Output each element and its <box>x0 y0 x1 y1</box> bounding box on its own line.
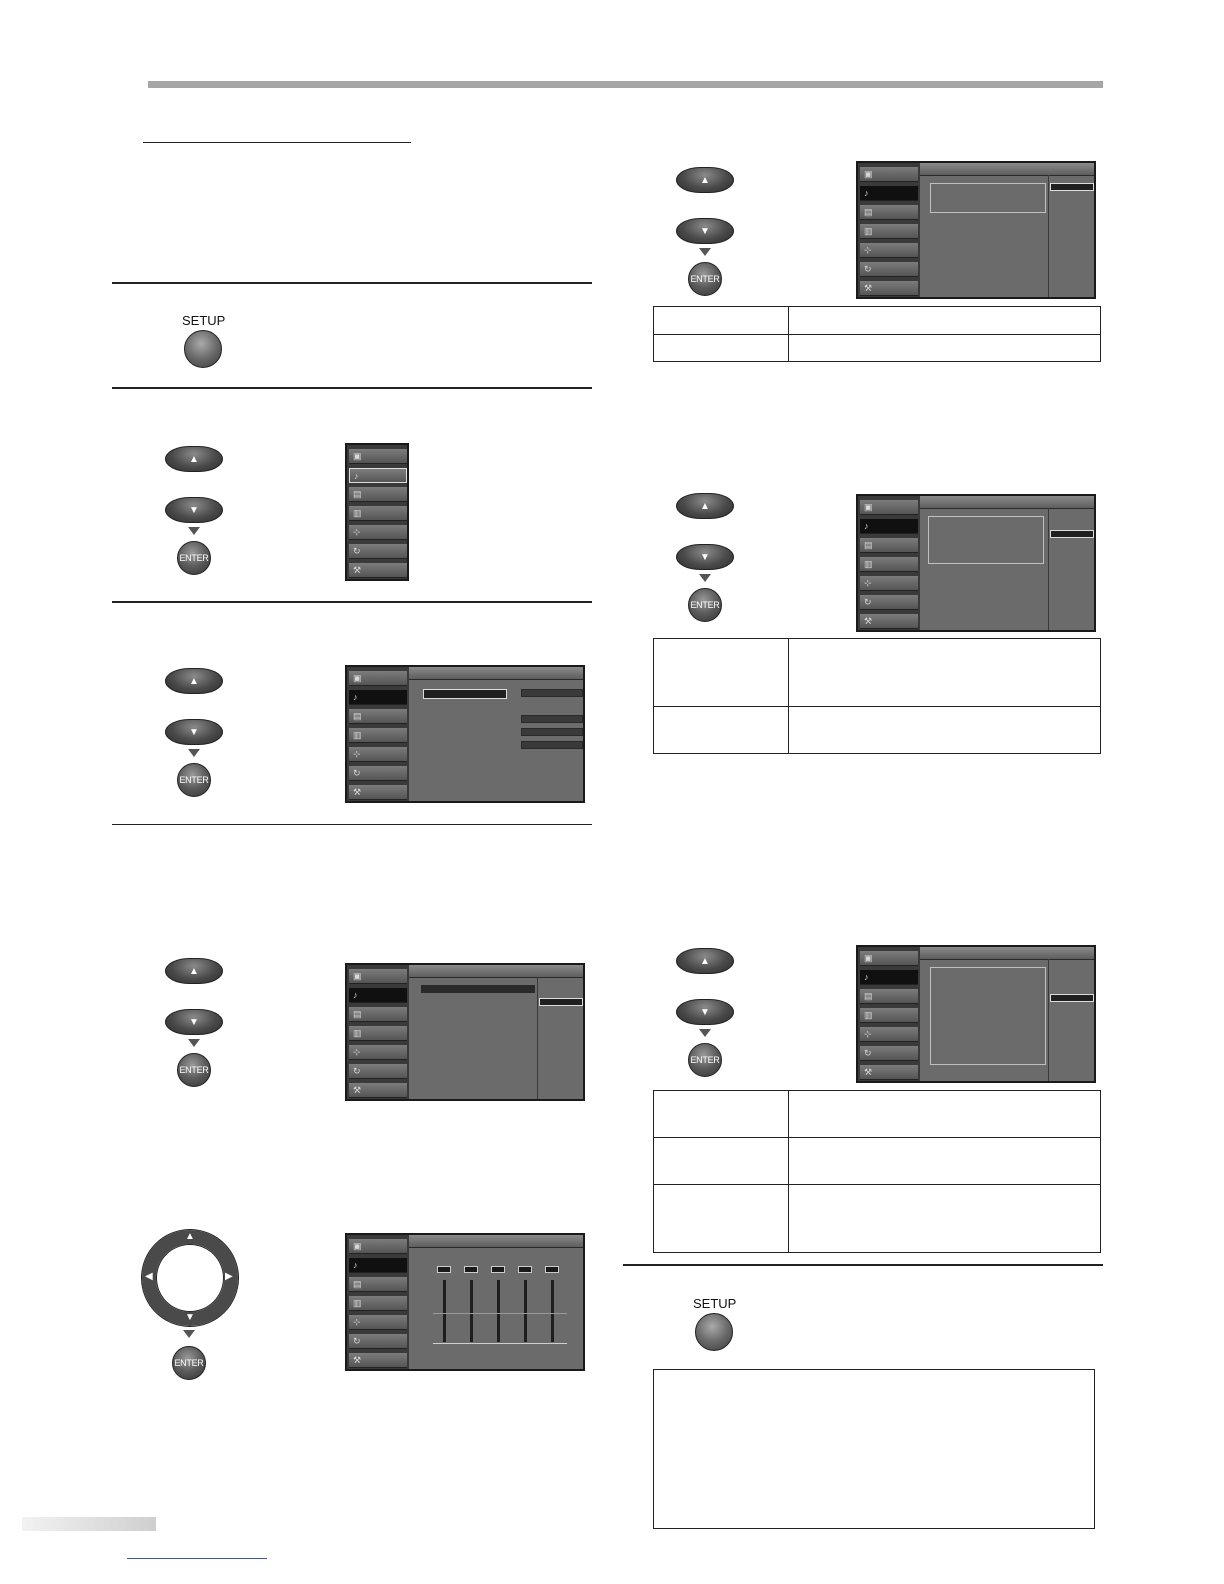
eq-band-knob[interactable] <box>464 1266 478 1273</box>
tab-sound[interactable] <box>349 1258 407 1273</box>
eq-band-knob[interactable] <box>545 1266 559 1273</box>
osd-title-bar <box>409 667 583 680</box>
wrench-icon: ⚒ <box>864 283 873 293</box>
table-cell <box>654 707 789 754</box>
eq-band-slider[interactable] <box>497 1280 500 1342</box>
down-arrow-icon <box>188 1039 200 1047</box>
tab-language[interactable] <box>860 557 918 572</box>
up-button[interactable] <box>676 167 734 193</box>
option-table <box>653 1090 1101 1253</box>
tab-settings[interactable] <box>860 281 918 296</box>
setup-button[interactable] <box>184 330 222 368</box>
folder-icon: ▥ <box>353 508 362 518</box>
picture-icon: ▣ <box>353 971 362 981</box>
tab-sound[interactable] <box>349 468 407 483</box>
step-divider <box>112 387 592 389</box>
enter-button[interactable]: ENTER <box>688 262 722 296</box>
folder-icon: ▥ <box>353 1028 362 1038</box>
document-icon: ▤ <box>353 711 362 721</box>
osd-menu-item[interactable] <box>421 985 535 993</box>
osd-sound-setting-a <box>856 161 1096 299</box>
osd-option[interactable] <box>539 998 583 1006</box>
tab-language[interactable] <box>349 1296 407 1311</box>
eq-band-slider[interactable] <box>443 1280 446 1342</box>
enter-button[interactable]: ENTER <box>177 763 211 797</box>
tab-reset[interactable] <box>349 1334 407 1349</box>
option-table <box>653 638 1101 754</box>
wrench-icon: ⚒ <box>864 616 873 626</box>
table-cell <box>654 1091 789 1138</box>
eq-band-slider[interactable] <box>470 1280 473 1342</box>
table-cell <box>789 1091 1101 1138</box>
tab-channel[interactable] <box>860 1027 918 1042</box>
osd-menu-item[interactable] <box>423 689 507 699</box>
up-button[interactable] <box>165 958 223 984</box>
reset-icon: ↻ <box>864 264 872 274</box>
picture-icon: ▣ <box>864 169 873 179</box>
osd-sound-setting-c <box>856 945 1096 1083</box>
osd-equalizer-mode-menu <box>345 963 585 1101</box>
folder-icon: ▥ <box>864 1010 873 1020</box>
tab-language[interactable] <box>860 224 918 239</box>
osd-sound-menu <box>345 665 585 803</box>
up-arrow-icon: ▲ <box>700 955 710 967</box>
down-arrow-icon <box>188 527 200 535</box>
down-button[interactable] <box>165 497 223 523</box>
left-arrow-icon[interactable]: ◀ <box>145 1271 153 1282</box>
down-arrow-icon <box>188 749 200 757</box>
up-arrow-icon: ▲ <box>700 500 710 512</box>
eq-band-slider[interactable] <box>551 1280 554 1342</box>
down-button[interactable] <box>676 999 734 1025</box>
osd-value <box>521 728 583 736</box>
tab-features[interactable] <box>349 487 407 502</box>
up-button[interactable] <box>165 668 223 694</box>
wrench-icon: ⚒ <box>864 1067 873 1077</box>
tab-picture[interactable] <box>860 500 918 515</box>
tab-reset[interactable] <box>860 262 918 277</box>
antenna-icon: ⊹ <box>353 1317 361 1327</box>
down-button[interactable] <box>165 1009 223 1035</box>
setup-button[interactable] <box>695 1313 733 1351</box>
table-cell <box>789 307 1101 335</box>
down-arrow-icon[interactable]: ▼ <box>185 1312 195 1323</box>
folder-icon: ▥ <box>353 1298 362 1308</box>
tab-settings[interactable] <box>349 785 407 800</box>
picture-icon: ▣ <box>353 451 362 461</box>
reset-icon: ↻ <box>864 1048 872 1058</box>
osd-option[interactable] <box>1050 530 1094 538</box>
osd-title-bar <box>920 496 1094 509</box>
table-cell <box>654 1138 789 1185</box>
music-note-icon: ♪ <box>353 1260 358 1270</box>
antenna-icon: ⊹ <box>864 245 872 255</box>
document-icon: ▤ <box>353 489 362 499</box>
music-note-icon: ♪ <box>864 521 869 531</box>
picture-icon: ▣ <box>864 502 873 512</box>
table-cell <box>789 639 1101 707</box>
antenna-icon: ⊹ <box>353 1047 361 1057</box>
document-icon: ▤ <box>864 207 873 217</box>
tab-picture[interactable] <box>349 1239 407 1254</box>
table-cell <box>789 1138 1101 1185</box>
folder-icon: ▥ <box>864 559 873 569</box>
tab-language[interactable] <box>860 1008 918 1023</box>
enter-button[interactable]: ENTER <box>688 1043 722 1077</box>
document-icon: ▤ <box>864 540 873 550</box>
tab-features[interactable] <box>349 1277 407 1292</box>
osd-equalizer <box>345 1233 585 1371</box>
picture-icon: ▣ <box>864 953 873 963</box>
document-icon: ▤ <box>864 991 873 1001</box>
eq-band-knob[interactable] <box>518 1266 532 1273</box>
tab-picture[interactable] <box>860 951 918 966</box>
down-arrow-icon: ▼ <box>700 1006 710 1018</box>
down-arrow-icon: ▼ <box>189 504 199 516</box>
eq-band-knob[interactable] <box>491 1266 505 1273</box>
down-arrow-icon <box>183 1330 195 1338</box>
tab-reset[interactable] <box>349 1064 407 1079</box>
table-cell <box>654 335 789 362</box>
down-arrow-icon <box>699 248 711 256</box>
music-note-icon: ♪ <box>353 692 358 702</box>
table-cell <box>789 707 1101 754</box>
folder-icon: ▥ <box>864 226 873 236</box>
music-note-icon: ♪ <box>353 990 358 1000</box>
tab-channel[interactable] <box>349 1045 407 1060</box>
down-button[interactable] <box>676 544 734 570</box>
table-cell <box>654 1185 789 1253</box>
music-note-icon: ♪ <box>354 471 359 481</box>
up-button[interactable] <box>165 446 223 472</box>
picture-icon: ▣ <box>353 673 362 683</box>
osd-title-bar <box>920 947 1094 960</box>
music-note-icon: ♪ <box>864 972 869 982</box>
reset-icon: ↻ <box>353 1066 361 1076</box>
tab-reset[interactable] <box>860 1046 918 1061</box>
music-note-icon: ♪ <box>864 188 869 198</box>
up-button[interactable] <box>676 493 734 519</box>
step-divider <box>623 1264 1103 1266</box>
tab-sound[interactable] <box>860 186 918 201</box>
tab-channel[interactable] <box>860 576 918 591</box>
down-arrow-icon: ▼ <box>700 551 710 563</box>
osd-title-bar <box>920 163 1094 176</box>
tab-channel[interactable] <box>860 243 918 258</box>
osd-description-box <box>930 967 1046 1065</box>
document-icon: ▤ <box>353 1009 362 1019</box>
tab-language[interactable] <box>349 728 407 743</box>
right-arrow-icon[interactable]: ▶ <box>225 1271 233 1282</box>
up-arrow-icon: ▲ <box>189 453 199 465</box>
enter-button[interactable]: ENTER <box>177 1053 211 1087</box>
tab-sound[interactable] <box>349 690 407 705</box>
step-divider <box>112 601 592 603</box>
tab-settings[interactable] <box>860 1065 918 1080</box>
tab-reset[interactable] <box>349 544 407 559</box>
up-arrow-icon: ▲ <box>189 965 199 977</box>
eq-band-knob[interactable] <box>437 1266 451 1273</box>
osd-description-box <box>930 183 1046 213</box>
tab-picture[interactable] <box>860 167 918 182</box>
tab-settings[interactable] <box>349 563 407 578</box>
antenna-icon: ⊹ <box>864 578 872 588</box>
reset-icon: ↻ <box>353 1336 361 1346</box>
osd-title-bar <box>409 965 583 978</box>
antenna-icon: ⊹ <box>353 749 361 759</box>
table-cell <box>654 307 789 335</box>
option-table <box>653 306 1101 362</box>
tab-settings[interactable] <box>349 1083 407 1098</box>
direction-pad[interactable] <box>142 1230 238 1326</box>
down-arrow-icon: ▼ <box>189 1016 199 1028</box>
step-divider <box>112 282 592 284</box>
down-arrow-icon <box>699 574 711 582</box>
enter-button[interactable]: ENTER <box>688 588 722 622</box>
osd-value <box>521 689 583 697</box>
tab-picture[interactable] <box>349 449 407 464</box>
tab-sound[interactable] <box>860 970 918 985</box>
step-divider <box>112 824 592 825</box>
osd-value <box>521 715 583 723</box>
reset-icon: ↻ <box>353 546 361 556</box>
tab-channel[interactable] <box>349 747 407 762</box>
reset-icon: ↻ <box>864 597 872 607</box>
down-button[interactable] <box>676 218 734 244</box>
tab-picture[interactable] <box>349 671 407 686</box>
up-button[interactable] <box>676 948 734 974</box>
osd-title-bar <box>409 1235 583 1248</box>
tab-sound[interactable] <box>860 519 918 534</box>
up-arrow-icon: ▲ <box>189 675 199 687</box>
antenna-icon: ⊹ <box>353 527 361 537</box>
down-arrow-icon <box>699 1029 711 1037</box>
down-arrow-icon: ▼ <box>700 225 710 237</box>
reset-icon: ↻ <box>353 768 361 778</box>
table-cell <box>789 335 1101 362</box>
wrench-icon: ⚒ <box>353 1085 362 1095</box>
setup-button-label: SETUP <box>693 1296 737 1311</box>
page-number-bar <box>22 1517 156 1531</box>
tab-features[interactable] <box>349 709 407 724</box>
table-cell <box>789 1185 1101 1253</box>
tab-settings[interactable] <box>860 614 918 629</box>
down-arrow-icon: ▼ <box>189 726 199 738</box>
tab-picture[interactable] <box>349 969 407 984</box>
enter-button[interactable]: ENTER <box>177 541 211 575</box>
osd-description-box <box>928 516 1044 564</box>
osd-option[interactable] <box>1050 994 1094 1002</box>
tab-language[interactable] <box>349 506 407 521</box>
enter-button[interactable]: ENTER <box>172 1346 206 1380</box>
picture-icon: ▣ <box>353 1241 362 1251</box>
tab-channel[interactable] <box>349 525 407 540</box>
tab-features[interactable] <box>860 538 918 553</box>
osd-option[interactable] <box>1050 183 1094 191</box>
down-button[interactable] <box>165 719 223 745</box>
tab-language[interactable] <box>349 1026 407 1041</box>
setup-button-label: SETUP <box>182 313 226 328</box>
antenna-icon: ⊹ <box>864 1029 872 1039</box>
wrench-icon: ⚒ <box>353 787 362 797</box>
wrench-icon: ⚒ <box>353 1355 362 1365</box>
osd-menu-tabs <box>345 443 409 581</box>
tab-sound[interactable] <box>349 988 407 1003</box>
header-bar <box>148 81 1103 88</box>
folder-icon: ▥ <box>353 730 362 740</box>
up-arrow-icon[interactable]: ▲ <box>185 1231 195 1242</box>
section-title-underline <box>143 142 411 143</box>
tab-channel[interactable] <box>349 1315 407 1330</box>
up-arrow-icon: ▲ <box>700 174 710 186</box>
note-box <box>653 1369 1095 1529</box>
document-icon: ▤ <box>353 1279 362 1289</box>
tab-reset[interactable] <box>349 766 407 781</box>
tab-settings[interactable] <box>349 1353 407 1368</box>
osd-value <box>521 741 583 749</box>
footer-link-underline[interactable] <box>127 1558 267 1559</box>
wrench-icon: ⚒ <box>353 565 362 575</box>
tab-features[interactable] <box>860 205 918 220</box>
tab-features[interactable] <box>860 989 918 1004</box>
eq-band-slider[interactable] <box>524 1280 527 1342</box>
tab-reset[interactable] <box>860 595 918 610</box>
tab-features[interactable] <box>349 1007 407 1022</box>
osd-sound-setting-b <box>856 494 1096 632</box>
table-cell <box>654 639 789 707</box>
